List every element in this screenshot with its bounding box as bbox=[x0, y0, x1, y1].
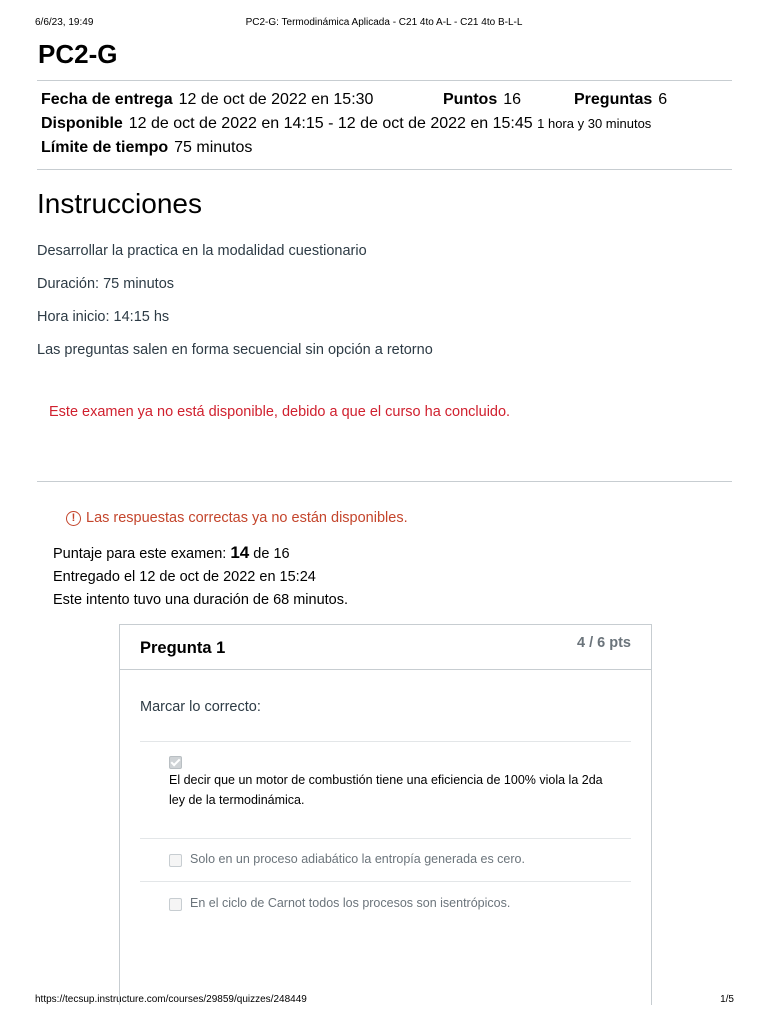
question-card bbox=[119, 624, 652, 1005]
points-label: Puntos bbox=[443, 91, 498, 108]
available-label: Disponible bbox=[41, 115, 123, 132]
answer-text: El decir que un motor de combustión tiene una eficiencia de 100% viola la 2da ley de la termodinámica. bbox=[169, 773, 603, 807]
available-value: 12 de oct de 2022 en 14:15 - 12 de oct de 2022 en 15:45 bbox=[128, 115, 533, 132]
score-value: 14 bbox=[230, 543, 250, 562]
answer-checkbox[interactable] bbox=[169, 898, 182, 911]
instruction-line: Duración: 75 minutos bbox=[37, 276, 175, 292]
print-page-title: PC2-G: Termodinámica Aplicada - C21 4to A-L - C21 4to B-L-L bbox=[245, 17, 523, 28]
time-limit-value: 75 minutos bbox=[174, 139, 253, 156]
points-value: 16 bbox=[503, 91, 522, 108]
warning-icon: ! bbox=[66, 511, 81, 526]
due-date-label: Fecha de entrega bbox=[41, 91, 173, 108]
question-points: 4 / 6 pts bbox=[577, 635, 631, 651]
divider bbox=[37, 481, 732, 482]
quiz-title: PC2-G bbox=[38, 39, 118, 69]
print-url[interactable]: https://tecsup.instructure.com/courses/29859/quizzes/248449 bbox=[35, 994, 307, 1005]
available-row bbox=[41, 115, 651, 133]
questions-label: Preguntas bbox=[574, 91, 653, 108]
due-date-value: 12 de oct de 2022 en 15:30 bbox=[178, 91, 374, 108]
answers-note-text: Las respuestas correctas ya no están disponibles. bbox=[86, 510, 408, 526]
question-title: Pregunta 1 bbox=[140, 639, 226, 657]
instruction-line: Las preguntas salen en forma secuencial sin opción a retorno bbox=[37, 342, 433, 358]
unavailable-notice: Este examen ya no está disponible, debido a que el curso ha concluido. bbox=[49, 404, 511, 420]
print-datetime: 6/6/23, 19:49 bbox=[35, 17, 94, 28]
submitted-line: Entregado el 12 de oct de 2022 en 15:24 bbox=[53, 569, 316, 585]
answer-divider bbox=[140, 881, 631, 882]
due-date-row bbox=[41, 91, 373, 109]
answer-checkbox-checked[interactable] bbox=[169, 756, 182, 769]
available-duration: 1 hora y 30 minutos bbox=[537, 116, 652, 131]
score-prefix: Puntaje para este examen: bbox=[53, 546, 227, 562]
time-limit-label: Límite de tiempo bbox=[41, 139, 169, 156]
score-line bbox=[53, 543, 290, 563]
score-suffix: de 16 bbox=[253, 546, 290, 562]
instruction-line: Hora inicio: 14:15 hs bbox=[37, 309, 170, 325]
question-prompt: Marcar lo correcto: bbox=[140, 699, 261, 715]
attempt-duration-line: Este intento tuvo una duración de 68 minutos. bbox=[53, 592, 349, 608]
divider bbox=[37, 169, 732, 170]
answer-text: Solo en un proceso adiabático la entropía generada es cero. bbox=[190, 852, 525, 866]
questions-value: 6 bbox=[658, 91, 668, 108]
points-row bbox=[443, 91, 521, 109]
answer-checkbox[interactable] bbox=[169, 854, 182, 867]
answer-divider bbox=[140, 838, 631, 839]
print-page-number: 1/5 bbox=[720, 994, 734, 1005]
instruction-line: Desarrollar la practica en la modalidad cuestionario bbox=[37, 243, 367, 259]
question-header bbox=[120, 625, 651, 670]
divider bbox=[37, 80, 732, 81]
answers-unavailable-notice bbox=[66, 510, 408, 526]
time-limit-row bbox=[41, 139, 252, 157]
answer-divider bbox=[140, 741, 631, 742]
questions-row bbox=[574, 91, 667, 109]
instructions-heading: Instrucciones bbox=[37, 188, 202, 219]
answer-text: En el ciclo de Carnot todos los procesos son isentrópicos. bbox=[190, 896, 511, 910]
